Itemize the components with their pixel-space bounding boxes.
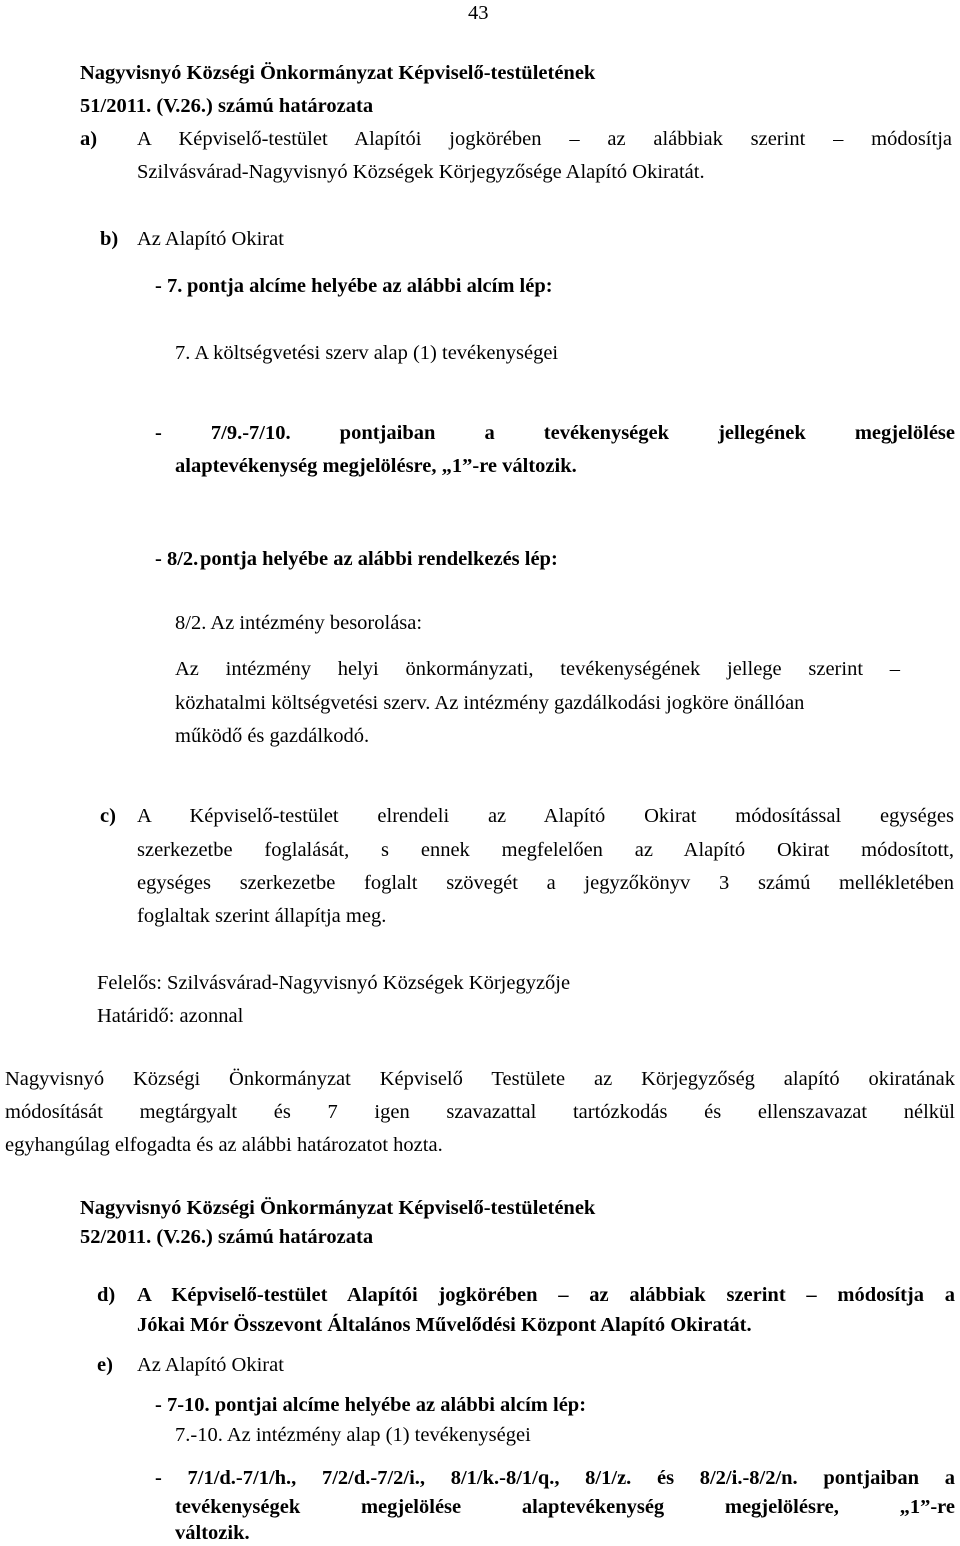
item-d-label: d): [97, 1284, 116, 1306]
item-b2-line-1: - 7/9.-7/10. pontjaiban a tevékenységek jellegének megjelölése: [155, 422, 955, 444]
vote-line-3: egyhangúlag elfogadta és az alábbi határozatot hozta.: [5, 1134, 443, 1156]
resolution-1-heading-line-1: Nagyvisnyó Községi Önkormányzat Képviselő-testületének: [80, 62, 596, 84]
resolution-2-heading-line-1: Nagyvisnyó Községi Önkormányzat Képviselő-testületének: [80, 1197, 596, 1219]
item-c-line-4: foglaltak szerint állapítja meg.: [137, 905, 387, 927]
item-d-line-1: A Képviselő-testület Alapítói jogkörében – az alábbiak szerint – módosítja a: [137, 1284, 955, 1306]
deadline-line: Határidő: azonnal: [97, 1005, 244, 1027]
item-b3-paragraph-line-1: Az intézmény helyi önkormányzati, tevékenységének jellege szerint –: [175, 658, 900, 680]
item-a-line-1: A Képviselő-testület Alapítói jogkörében – az alábbiak szerint – módosítja: [137, 128, 952, 150]
item-b-label: b): [100, 228, 119, 250]
item-b3-lead: - 8/2.: [155, 548, 199, 570]
item-b3-paragraph-line-2: közhatalmi költségvetési szerv. Az intézmény gazdálkodási jogköre önállóan: [175, 692, 805, 714]
item-b3-text: pontja helyébe az alábbi rendelkezés lép:: [200, 548, 558, 570]
responsible-line: Felelős: Szilvásvárad-Nagyvisnyó Községek Körjegyzője: [97, 972, 571, 994]
vote-line-1: Nagyvisnyó Községi Önkormányzat Képviselő Testülete az Körjegyzőség alapító okiratának: [5, 1068, 955, 1090]
item-b2-line-2: alaptevékenység megjelölésre, „1”-re változik.: [175, 455, 577, 477]
page-number: 43: [468, 2, 489, 24]
item-b-text: Az Alapító Okirat: [137, 228, 284, 250]
item-e1-subtitle: 7.-10. Az intézmény alap (1) tevékenységei: [175, 1424, 531, 1446]
item-e1: - 7-10. pontjai alcíme helyébe az alábbi alcím lép:: [155, 1394, 587, 1416]
item-d-line-2: Jókai Mór Összevont Általános Művelődési Központ Alapító Okiratát.: [137, 1314, 752, 1336]
item-c-line-2: szerkezetbe foglalását, s ennek megfelelően az Alapító Okirat módosított,: [137, 839, 954, 861]
resolution-1-heading-line-2: 51/2011. (V.26.) számú határozata: [80, 95, 374, 117]
item-c-label: c): [100, 805, 116, 827]
item-b3-paragraph-line-3: működő és gazdálkodó.: [175, 725, 370, 747]
resolution-2-heading-line-2: 52/2011. (V.26.) számú határozata: [80, 1226, 374, 1248]
item-a-line-2: Szilvásvárad-Nagyvisnyó Községek Körjegyzősége Alapító Okiratát.: [137, 161, 705, 183]
item-e2-line-3: változik.: [175, 1522, 250, 1544]
item-b1-lead: - 7.: [155, 275, 183, 297]
item-a-label: a): [80, 128, 98, 150]
item-c-line-3: egységes szerkezetbe foglalt szövegét a jegyzőkönyv 3 számú mellékletében: [137, 872, 954, 894]
item-b1-subtitle: 7. A költségvetési szerv alap (1) tevékenységei: [175, 342, 559, 364]
item-e-text: Az Alapító Okirat: [137, 1354, 284, 1376]
item-c-line-1: A Képviselő-testület elrendeli az Alapító Okirat módosítással egységes: [137, 805, 954, 827]
item-e-label: e): [97, 1354, 113, 1376]
item-e2-line-1: - 7/1/d.-7/1/h., 7/2/d.-7/2/i., 8/1/k.-8/1/q., 8/1/z. és 8/2/i.-8/2/n. pontjaiban a: [155, 1467, 955, 1489]
item-e2-line-2: tevékenységek megjelölése alaptevékenység megjelölésre, „1”-re: [175, 1496, 955, 1518]
item-b3-subtitle: 8/2. Az intézmény besorolása:: [175, 612, 423, 634]
vote-line-2: módosítását megtárgyalt és 7 igen szavazattal tartózkodás és ellenszavazat nélkül: [5, 1101, 955, 1123]
item-b1-text: pontja alcíme helyébe az alábbi alcím lép:: [187, 275, 553, 297]
